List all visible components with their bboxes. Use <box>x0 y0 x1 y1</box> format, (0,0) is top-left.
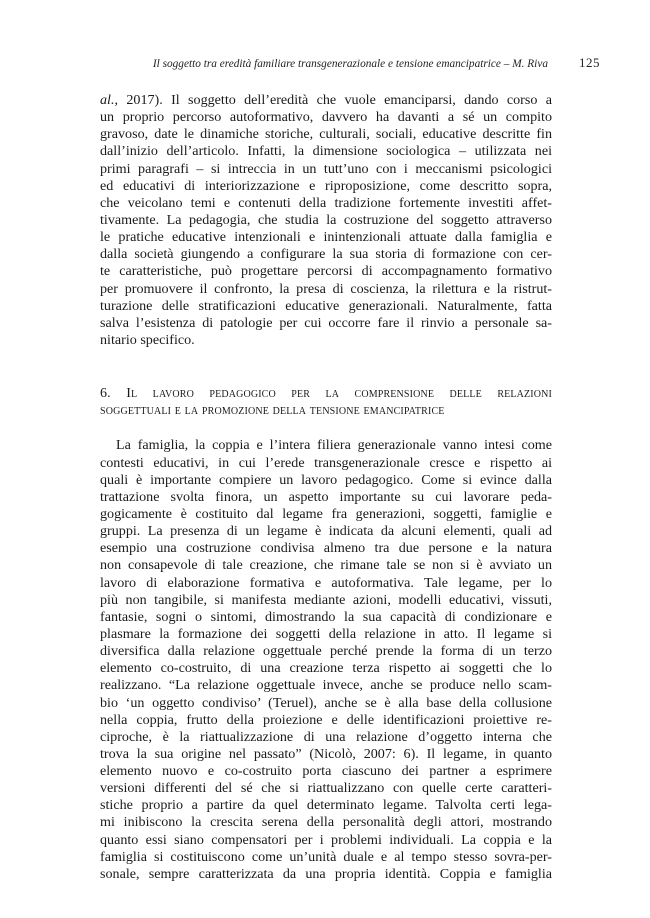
text-line: famiglia si costituiscono come un’unità duale e al tempo stesso sovra-per- <box>100 848 552 865</box>
text-line: dalla società giungendo a configurare la sua storia di formazione con cer- <box>100 246 552 263</box>
text-line: diversifica dalla relazione oggettuale perché prende la forma di un terzo <box>100 643 552 660</box>
text-line: quanto essi siano compensatori per i problemi individuali. La coppia e la <box>100 831 552 848</box>
text-line: tivamente. La pedagogia, che studia la costruzione del soggetto attraverso <box>100 211 552 228</box>
text-line: elemento co-costruito, di una creazione terza rispetto ai soggetti che lo <box>100 660 552 677</box>
text-line: gravoso, date le dinamiche storiche, culturali, sociali, educative descritte fin <box>100 126 552 143</box>
text-fragment: , 2017). Il soggetto dell’eredità che vuole emanciparsi, dando corso a <box>114 92 552 108</box>
text-line: bio ‘un oggetto condiviso’ (Teruel), anche se è alla base della collusione <box>100 694 552 711</box>
text-line: ciproche, è la riattualizzazione di una relazione d’oggetto interna che <box>100 728 552 745</box>
text-line: realizzano. “La relazione oggettuale invece, anche se produce nello scam- <box>100 677 552 694</box>
section-heading-line: 6. Il lavoro pedagogico per la comprensione delle relazioni <box>100 386 552 402</box>
article-body <box>100 92 552 883</box>
text-line: per promuovere il confronto, la presa di coscienza, la rilettura e la ristrut- <box>100 280 552 297</box>
text-line: un proprio percorso autoformativo, davvero ha davanti a sé un compito <box>100 109 552 126</box>
text-line <box>100 92 552 109</box>
text-line: fantasie, sogni o sintomi, dimostrando la sua capacità di condizionare e <box>100 608 552 625</box>
text-line: gogicamente è costituito dal legame fra generazioni, soggetti, famiglie e <box>100 505 552 522</box>
text-line: primi paragrafi – si intreccia in un tutt’uno con i meccanismi psicologici <box>100 160 552 177</box>
text-line: turazione delle stratificazioni educative generazionali. Naturalmente, fatta <box>100 297 552 314</box>
text-line: lavoro di elaborazione formativa e autoformativa. Tale legame, per lo <box>100 574 552 591</box>
paragraph-2 <box>100 437 552 883</box>
text-line: mi inibiscono la crescita serena della personalità degli attori, mostrando <box>100 814 552 831</box>
text-line: le pratiche educative intenzionali e inintenzionali attuate dalla famiglia e <box>100 229 552 246</box>
text-line: che veicolano temi e contenuti della tradizione fortemente investiti affet- <box>100 194 552 211</box>
text-line: più non tangibile, si manifesta mediante azioni, modelli educativi, vissuti, <box>100 591 552 608</box>
running-title: Il soggetto tra eredità familiare transgenerazionale e tensione emancipatrice – M. Riva <box>152 58 548 70</box>
text-line: quali è importante compiere un lavoro pedagogico. Come si evince dalla <box>100 471 552 488</box>
page-number: 125 <box>579 55 600 70</box>
text-line: plasmare la formazione dei soggetti della relazione in atto. Il legame si <box>100 625 552 642</box>
text-line: dall’inizio dell’articolo. Infatti, la dimensione sociologica – utilizzata nei <box>100 143 552 160</box>
text-line: versioni differenti del sé che si riattualizzano con quelle certe caratteri- <box>100 780 552 797</box>
text-line: trova la sua origine nel passato” (Nicolò, 2007: 6). Il legame, in quanto <box>100 745 552 762</box>
text-line: te caratteristiche, può progettare percorsi di accompagnamento formativo <box>100 263 552 280</box>
section-heading <box>100 385 552 419</box>
text-line: nitario specifico. <box>100 331 195 348</box>
text-line: La famiglia, la coppia e l’intera filiera generazionale vanno intesi come <box>116 437 552 454</box>
text-line: gruppi. La presenza di un legame è indicata da alcuni elementi, quali ad <box>100 523 552 540</box>
text-line: contesti educativi, in cui l’erede transgenerazionale cresce e rispetto ai <box>100 454 552 471</box>
paragraph-1 <box>100 92 552 349</box>
text-line: trattazione svolta finora, un aspetto importante su cui lavorare peda- <box>100 488 552 505</box>
text-fragment-al: al. <box>100 92 115 108</box>
text-line: elemento nuovo e co-costruito porta ciascuno dei partner a esprimere <box>100 763 552 780</box>
text-line: non consapevole di tale creazione, che rimane tale se non si è avviato un <box>100 557 552 574</box>
text-line: stiche proprio a partire da quel determinato legame. Talvolta certi lega- <box>100 797 552 814</box>
text-line: salva l’esistenza di patologie per cui occorre fare il rinvio a personale sa- <box>100 314 552 331</box>
text-line: sonale, sempre caratterizzata da una propria identità. Coppia e famiglia <box>100 865 552 882</box>
text-line: nella coppia, frutto della proiezione e delle identificazioni proiettive re- <box>100 711 552 728</box>
running-head <box>100 57 600 73</box>
text-line: esempio una costruzione condivisa almeno tra due persone e la natura <box>100 540 552 557</box>
section-heading-line: soggettuali e la promozione della tensione emancipatrice <box>100 403 445 419</box>
text-line: ed educativi di interiorizzazione e riproposizione, come descritto sopra, <box>100 177 552 194</box>
